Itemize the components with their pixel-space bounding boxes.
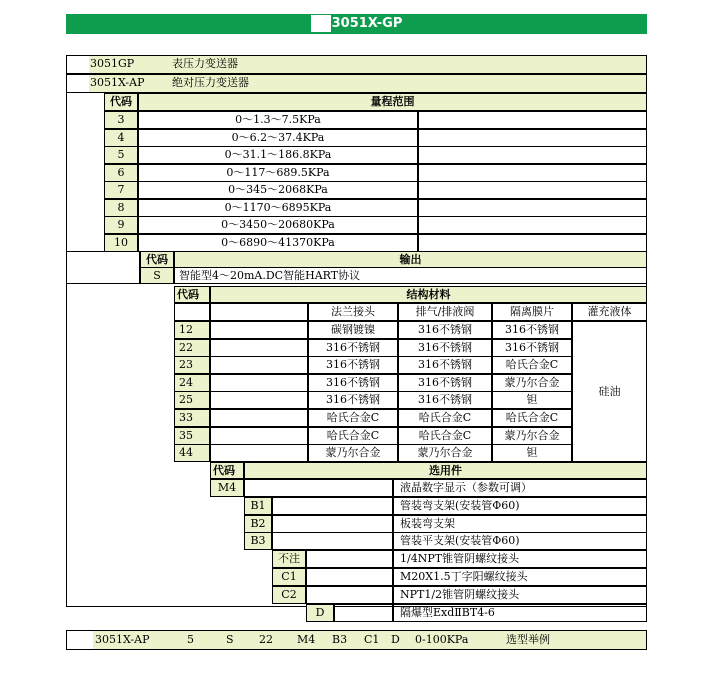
range-code-cell: 6 — [104, 164, 138, 182]
vent-material-cell: 哈氏合金C — [398, 409, 492, 427]
range-code-cell: 10 — [104, 234, 138, 252]
option-label-cell: 板装弯支架 — [393, 515, 647, 533]
range-value-cell: 0～345～2068KPa — [138, 181, 418, 199]
vent-material-cell: 哈氏合金C — [398, 427, 492, 445]
page-title: 3051X-GP — [331, 16, 403, 31]
materials-code-header: 代码 — [174, 286, 210, 303]
material-code-cell: 23 — [174, 356, 210, 374]
range-value-cell: 0～1170～6895KPa — [138, 199, 418, 217]
option-label-cell: 液晶数字显示（参数可调） — [393, 479, 647, 497]
flange-material-cell: 蒙乃尔合金 — [308, 444, 398, 462]
option-blank-cell — [272, 497, 393, 515]
materials-blank — [174, 303, 210, 321]
material-code-cell: 24 — [174, 374, 210, 392]
range-blank-cell — [418, 129, 647, 147]
material-blank-cell — [210, 321, 308, 339]
flange-material-cell: 碳钢镀镍 — [308, 321, 398, 339]
option-blank-cell — [272, 532, 393, 550]
diaphragm-material-cell: 蒙乃尔合金 — [492, 374, 572, 392]
material-code-cell: 44 — [174, 444, 210, 462]
material-blank-cell — [210, 339, 308, 357]
material-blank-cell — [210, 374, 308, 392]
option-blank-cell — [306, 586, 393, 604]
material-code-cell: 22 — [174, 339, 210, 357]
range-value-cell: 0～1.3～7.5KPa — [138, 111, 418, 129]
materials-blank — [210, 303, 308, 321]
model-name: 绝对压力变送器 — [172, 76, 249, 89]
example-label: 选型举例 — [506, 633, 550, 646]
col-vent-header: 排气/排液阀 — [398, 303, 492, 321]
option-blank-cell — [306, 568, 393, 586]
flange-material-cell: 316不锈钢 — [308, 356, 398, 374]
model-code: 3051X-AP — [90, 76, 145, 89]
range-code-header: 代码 — [104, 93, 138, 111]
range-header: 量程范围 — [138, 93, 647, 111]
option-label-cell: 管装平支架(安装管Φ60) — [393, 532, 647, 550]
diaphragm-material-cell: 316不锈钢 — [492, 321, 572, 339]
model-row-1 — [66, 55, 647, 74]
option-code-cell: B1 — [244, 497, 272, 515]
range-blank-cell — [418, 164, 647, 182]
material-blank-cell — [210, 444, 308, 462]
logo-mask — [67, 75, 89, 92]
range-blank-cell — [418, 216, 647, 234]
material-blank-cell — [210, 427, 308, 445]
options-code-header: 代码 — [210, 462, 244, 479]
vent-material-cell: 316不锈钢 — [398, 374, 492, 392]
option-code-cell: B3 — [244, 532, 272, 550]
model-name: 表压力变送器 — [172, 57, 238, 70]
material-blank-cell — [210, 391, 308, 409]
example-part: 3051X-AP — [95, 633, 150, 646]
example-part: 0-100KPa — [415, 633, 469, 646]
range-value-cell: 0～31.1～186.8KPa — [138, 146, 418, 164]
model-row-2 — [66, 74, 647, 93]
diaphragm-material-cell: 蒙乃尔合金 — [492, 427, 572, 445]
material-code-cell: 33 — [174, 409, 210, 427]
page-title-bar — [66, 14, 647, 34]
flange-material-cell: 哈氏合金C — [308, 427, 398, 445]
range-code-cell: 9 — [104, 216, 138, 234]
option-code-cell: M4 — [210, 479, 244, 497]
example-part: B3 — [332, 633, 348, 646]
col-fill-header: 灌充液体 — [572, 303, 647, 321]
materials-header: 结构材料 — [210, 286, 647, 303]
example-part: C1 — [364, 633, 380, 646]
diaphragm-material-cell: 钽 — [492, 444, 572, 462]
range-code-cell: 7 — [104, 181, 138, 199]
diaphragm-material-cell: 钽 — [492, 391, 572, 409]
options-header: 选用件 — [244, 462, 647, 479]
range-blank-cell — [418, 199, 647, 217]
range-code-cell: 3 — [104, 111, 138, 129]
example-row — [66, 630, 647, 650]
range-value-cell: 0～6890～41370KPa — [138, 234, 418, 252]
range-blank-cell — [418, 111, 647, 129]
output-value: 智能型4～20mA.DC智能HART协议 — [174, 267, 647, 284]
option-code-cell: C2 — [272, 586, 306, 604]
option-label-cell: NPT1/2锥管阴螺纹接头 — [393, 586, 647, 604]
material-code-cell: 35 — [174, 427, 210, 445]
flange-material-cell: 316不锈钢 — [308, 391, 398, 409]
option-code-cell: B2 — [244, 515, 272, 533]
flange-material-cell: 316不锈钢 — [308, 339, 398, 357]
range-blank-cell — [418, 234, 647, 252]
option-blank-cell — [306, 550, 393, 568]
range-indent — [66, 93, 104, 250]
col-diaphragm-header: 隔离膜片 — [492, 303, 572, 321]
logo-mask — [67, 631, 93, 649]
option-label-cell: 管装弯支架(安装管Φ60) — [393, 497, 647, 515]
vent-material-cell: 316不锈钢 — [398, 391, 492, 409]
vent-material-cell: 316不锈钢 — [398, 321, 492, 339]
option-code-cell: 不注 — [272, 550, 306, 568]
vent-material-cell: 316不锈钢 — [398, 356, 492, 374]
col-flange-header: 法兰接头 — [308, 303, 398, 321]
range-value-cell: 0～117～689.5KPa — [138, 164, 418, 182]
diaphragm-material-cell: 316不锈钢 — [492, 339, 572, 357]
material-code-cell: 25 — [174, 391, 210, 409]
output-code: S — [140, 267, 174, 284]
option-blank-cell — [244, 479, 393, 497]
output-code-header: 代码 — [140, 251, 174, 268]
example-part: M4 — [297, 633, 316, 646]
range-code-cell: 4 — [104, 129, 138, 147]
range-code-cell: 8 — [104, 199, 138, 217]
option-blank-cell — [334, 604, 393, 622]
model-code: 3051GP — [90, 57, 135, 70]
range-blank-cell — [418, 146, 647, 164]
option-label-cell: 1/4NPT锥管阴螺纹接头 — [393, 550, 647, 568]
option-label-cell: 隔爆型ExdⅡBT4-6 — [393, 604, 647, 622]
diaphragm-material-cell: 哈氏合金C — [492, 356, 572, 374]
material-blank-cell — [210, 409, 308, 427]
logo-mask — [67, 56, 89, 73]
logo-mask — [311, 15, 331, 32]
vent-material-cell: 316不锈钢 — [398, 339, 492, 357]
fill-liquid-value: 硅油 — [572, 321, 647, 462]
output-header: 输出 — [174, 251, 647, 268]
option-blank-cell — [272, 515, 393, 533]
material-blank-cell — [210, 356, 308, 374]
example-part: 5 — [187, 633, 194, 646]
range-value-cell: 0～6.2～37.4KPa — [138, 129, 418, 147]
example-part: D — [391, 633, 400, 646]
range-blank-cell — [418, 181, 647, 199]
option-code-cell: C1 — [272, 568, 306, 586]
option-code-cell: D — [306, 604, 334, 622]
flange-material-cell: 哈氏合金C — [308, 409, 398, 427]
vent-material-cell: 蒙乃尔合金 — [398, 444, 492, 462]
material-code-cell: 12 — [174, 321, 210, 339]
example-part: 22 — [259, 633, 273, 646]
range-value-cell: 0～3450～20680KPa — [138, 216, 418, 234]
flange-material-cell: 316不锈钢 — [308, 374, 398, 392]
diaphragm-material-cell: 哈氏合金C — [492, 409, 572, 427]
option-label-cell: M20X1.5丁字阳螺纹接头 — [393, 568, 647, 586]
example-part: S — [226, 633, 234, 646]
output-indent — [66, 251, 140, 284]
range-code-cell: 5 — [104, 146, 138, 164]
